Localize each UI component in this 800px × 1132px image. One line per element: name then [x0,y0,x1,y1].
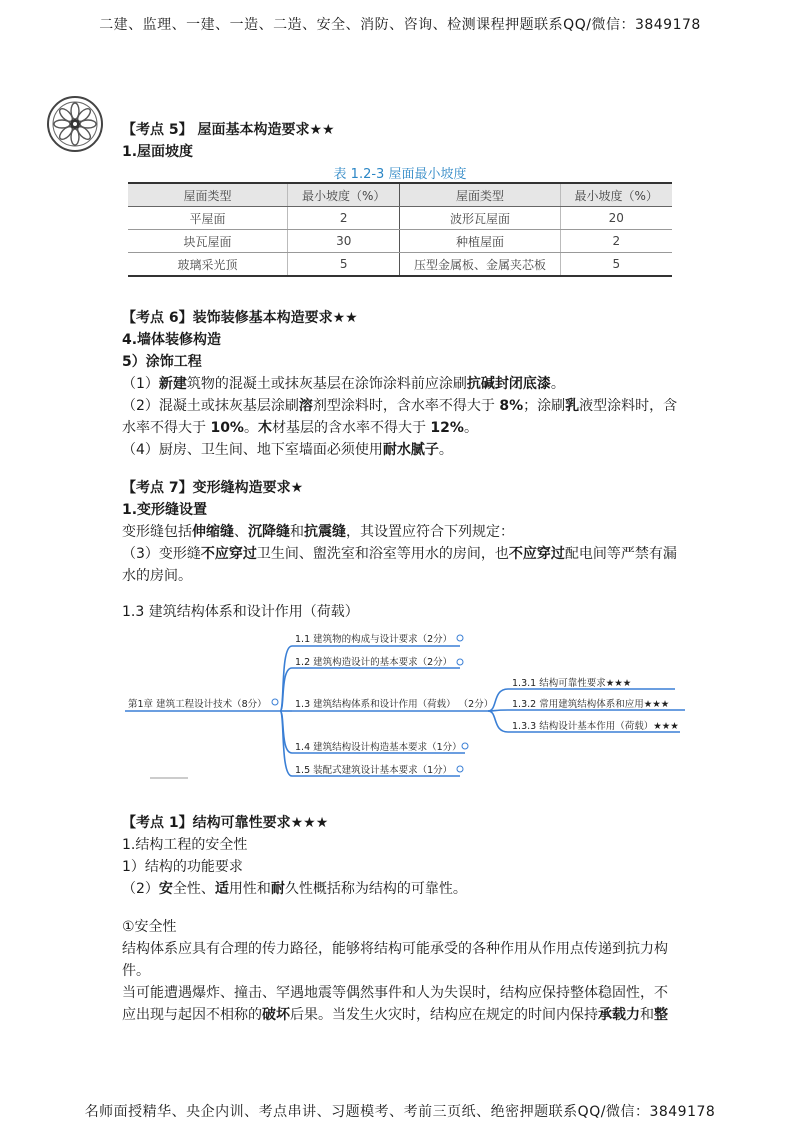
paragraph-line: 件。 [122,963,150,979]
table-header-cell: 最小坡度（%） [287,183,399,207]
page-footer: 名师面授精华、央企内训、考点串讲、习题模考、考前三页纸、绝密押题联系QQ/微信：3849178 [84,1104,716,1120]
table-cell: 30 [287,230,399,253]
table-cell: 玻璃采光顶 [128,253,287,277]
table-header-cell: 屋面类型 [128,183,287,207]
paragraph-line: 当可能遭遇爆炸、撞击、罕遇地震等偶然事件和人为失误时，结构应保持整体稳固性，不 [122,985,668,1001]
section-title-1-3: 1.3 建筑结构体系和设计作用（荷载） [122,604,359,620]
section-heading-reliability: 【考点 1】结构可靠性要求★★★ [122,815,329,831]
mindmap-branch: 1.1 建筑物的构成与设计要求（2分） [295,634,453,645]
paragraph-line: 水率不得大于 10%。木材基层的含水率不得大于 12%。 [122,420,478,436]
mindmap-sub-branch: 1.3.3 结构设计基本作用（荷载）★★★ [512,721,679,732]
mindmap-sub-branch: 1.3.1 结构可靠性要求★★★ [512,678,632,689]
table-row [128,230,672,253]
paragraph-line: （2）安全性、适用性和耐久性概括称为结构的可靠性。 [122,881,467,897]
mindmap-sub-branch: 1.3.2 常用建筑结构体系和应用★★★ [512,699,670,710]
table-header-cell: 屋面类型 [400,183,560,207]
paragraph-line: 1.结构工程的安全性 [122,837,248,853]
section-heading-joint: 【考点 7】变形缝构造要求★ [122,480,304,496]
paragraph-line: 结构体系应具有合理的传力路径，能够将结构可能承受的各种作用从作用点传递到抗力构 [122,941,668,957]
table-row [128,253,672,277]
paragraph-line: （2）混凝土或抹灰基层涂刷溶剂型涂料时，含水率不得大于 8%；涂刷乳液型涂料时，含 [122,398,678,414]
page-header: 二建、监理、一建、一造、二造、安全、消防、咨询、检测课程押题联系QQ/微信：3849178 [99,17,701,33]
paragraph-line: 变形缝包括伸缩缝、沉降缝和抗震缝，其设置应符合下列规定： [122,524,514,540]
paragraph-line: （3）变形缝不应穿过卫生间、盥洗室和浴室等用水的房间，也不应穿过配电间等严禁有漏 [122,546,677,562]
table-cell: 压型金属板、金属夹芯板 [400,253,560,277]
paragraph-line: 1）结构的功能要求 [122,859,243,875]
roof-slope-table [128,182,672,277]
table-cell: 2 [287,207,399,230]
table-cell: 块瓦屋面 [128,230,287,253]
paragraph-line: （1）新建筑物的混凝土或抹灰基层在涂饰涂料前应涂刷抗碱封闭底漆。 [122,376,565,392]
mindmap-branch: 1.4 建筑结构设计构造基本要求（1分） [295,742,462,753]
table-cell: 波形瓦屋面 [400,207,560,230]
table-title: 表 1.2-3 屋面最小坡度 [333,167,467,182]
subheading-roof-slope: 1.屋面坡度 [122,144,194,160]
mindmap-root: 第1章 建筑工程设计技术（8分） [128,699,267,710]
subheading-wall-finish: 4.墙体装修构造 [122,332,222,348]
table-header-row [128,183,672,207]
table-cell: 5 [560,253,672,277]
section-heading-decoration: 【考点 6】装饰装修基本构造要求★★ [122,310,358,326]
table-cell: 种植屋面 [400,230,560,253]
paragraph-line: 应出现与起因不相称的破坏后果。当发生火灾时，结构应在规定的时间内保持承载力和整 [122,1007,668,1023]
subheading-painting: 5）涂饰工程 [122,354,202,370]
table-header-cell: 最小坡度（%） [560,183,672,207]
section-heading-roof: 【考点 5】 屋面基本构造要求★★ [122,122,335,138]
table-cell: 2 [560,230,672,253]
mindmap-branch: 1.5 装配式建筑设计基本要求（1分） [295,765,453,776]
table-row [128,207,672,230]
mindmap-branch: 1.2 建筑构造设计的基本要求（2分） [295,657,453,668]
table-cell: 20 [560,207,672,230]
table-cell: 5 [287,253,399,277]
paragraph-line: （4）厨房、卫生间、地下室墙面必须使用耐水腻子。 [122,442,453,458]
chapter-mindmap [120,626,690,786]
subheading-joint: 1.变形缝设置 [122,502,208,518]
table-cell: 平屋面 [128,207,287,230]
flower-seal-icon [46,95,104,153]
paragraph-line: ①安全性 [122,919,177,935]
paragraph-line: 水的房间。 [122,568,192,584]
mindmap-branch: 1.3 建筑结构体系和设计作用（荷载） （2分） [295,699,494,710]
